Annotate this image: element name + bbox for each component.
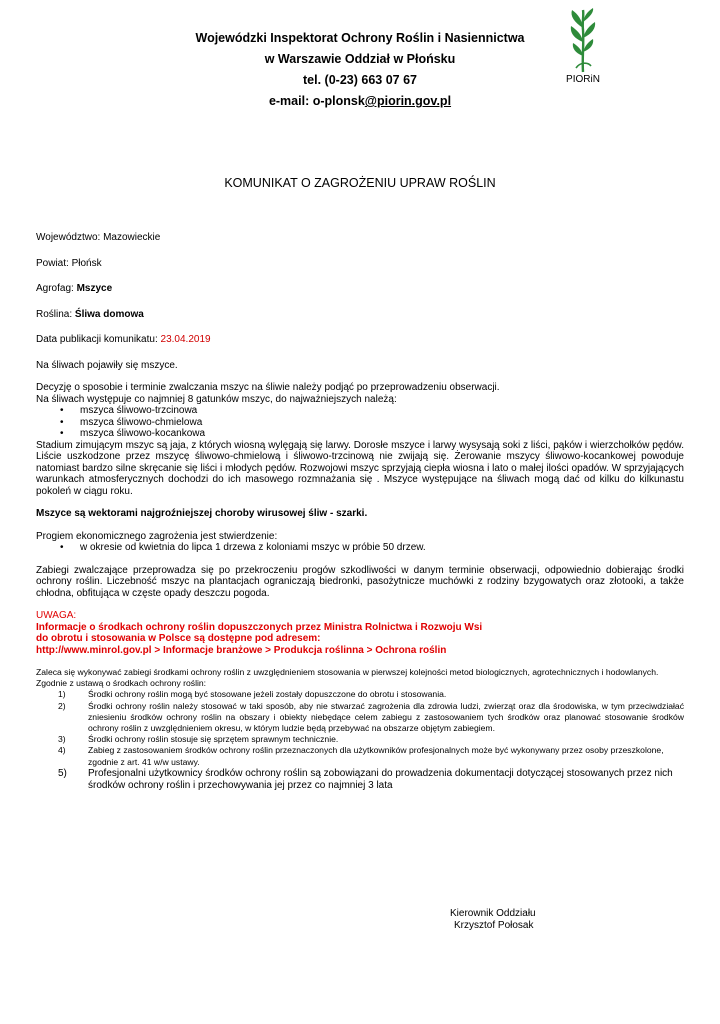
- warning-block: [36, 610, 684, 656]
- list-item: [36, 745, 684, 767]
- paragraph-intro: Na śliwach pojawiły się mszyce.: [36, 359, 178, 371]
- header-institution: Wojewódzki Inspektorat Ochrony Roślin i Nasiennictwa: [195, 31, 525, 45]
- plant-label: Roślina:: [36, 308, 75, 320]
- list-item: [36, 689, 684, 700]
- signature-role: Kierownik Oddziału: [450, 908, 536, 919]
- list-item: • mszyca śliwowo-kocankowa: [70, 428, 684, 440]
- rules-block: [36, 667, 684, 792]
- item-text: Środki ochrony roślin stosuje się sprzętem sprawnym technicznie.: [88, 734, 339, 745]
- signature-block: [450, 908, 536, 932]
- page-title: KOMUNIKAT O ZAGROŻENIU UPRAW ROŚLIN: [224, 176, 496, 190]
- rules-intro: Zaleca się wykonywać zabiegi środkami ochrony roślin z uwzględnieniem stosowania w pierwszej kolejności metod biologicznych, agrotechnicznych i hodowlanych.: [36, 667, 659, 677]
- logo-text: PIORiN: [566, 74, 600, 85]
- threshold-list: [36, 542, 684, 554]
- item-text: Środki ochrony roślin należy stosować w taki sposób, aby nie stwarzać zagrożenia dla zdrowia ludzi, zwierząt oraz dla środowiska, w tym przeciwdziałać zniesieniu środków ochrony roślin na obszary i obiekty niebędące celem zabiegu z zastosowaniem tych środków oraz planować stosowanie środków ochrony roślin z uwzględnieniem okresu, w którym ludzie będą przebywać na obszarze objętym zabiegiem.: [88, 700, 684, 734]
- paragraph-biology: Stadium zimującym mszyc są jaja, z których wiosną wylęgają się larwy. Dorosłe mszyce i larwy wysysają soki z liści, pąków i wierzchołków pędów. Liście uszkodzone przez mszycę śliwowo-chmielową i śliwowo-trzcinową nie zwijają się. Żerowanie mszycy śliwowo-kocankowej powoduje natomiast bardzo silne skręcanie się liści i młodych pędów. Rozwojowi mszyc sprzyjają ciepła wiosna i lato o małej ilości opadów. W sprzyjających warunkach atmosferycznych dochodzi do ich masowego rozmnażania się . Mszyce występujące na śliwach mogą dać od kilku do kilkunastu pokoleń w ciągu roku.: [36, 439, 684, 497]
- field-county: Powiat: Płońsk: [36, 257, 102, 269]
- header-branch: w Warszawie Oddział w Płońsku: [264, 52, 456, 66]
- paragraph-treatment: Zabiegi zwalczające przeprowadza się po przekroczeniu progów szkodliwości w danym terminie obserwacji, odpowiednio dobierając środki ochrony roślin. Liczebność mszyc na plantacjach ograniczają biedronki, pasożytnicze muchówki z rodziny bzygowatych oraz złotooki, a także chłodna, obfitująca w częste opady deszczu pogoda.: [36, 564, 684, 599]
- email-prefix: e-mail: o-plonsk: [268, 94, 365, 108]
- field-publication-date: [36, 334, 684, 346]
- item-number: 2): [58, 700, 66, 711]
- field-pest: [36, 283, 684, 295]
- item-text: Profesjonalni użytkownicy środków ochrony roślin są zobowiązani do prowadzenia dokumentacji dotyczącej stosowanych przez nich środków ochrony roślin i przechowywania jej przez co najmniej 3 lata: [88, 767, 673, 791]
- rules-law: Zgodnie z ustawą o środkach ochrony roślin:: [36, 678, 207, 689]
- warning-line-2: do obrotu i stosowania w Polsce są dostępne pod adresem:: [36, 633, 321, 644]
- plant-leaf-logo-icon: [558, 8, 608, 74]
- list-item: [36, 734, 684, 745]
- paragraph-threshold-intro: Progiem ekonomicznego zagrożenia jest stwierdzenie:: [36, 530, 278, 542]
- header-phone: tel. (0-23) 663 07 67: [303, 73, 417, 87]
- list-item: [36, 701, 684, 735]
- pest-label: Agrofag:: [36, 283, 77, 294]
- rules-list: [36, 689, 684, 791]
- pest-value: Mszyce: [76, 283, 113, 294]
- item-number: 1): [58, 689, 66, 700]
- warning-line-1: Informacje o środkach ochrony roślin dopuszczonych przez Ministra Rolnictwa i Rozwoju Wsi: [36, 621, 483, 633]
- email-domain: @piorin.gov.pl: [364, 94, 452, 108]
- warning-label: UWAGA:: [36, 610, 77, 621]
- date-value: 23.04.2019: [160, 334, 211, 345]
- warning-link[interactable]: http://www.minrol.gov.pl > Informacje branżowe > Produkcja roślinna > Ochrona roślin: [36, 644, 447, 656]
- signature-name: Krzysztof Połosak: [454, 920, 534, 931]
- item-number: 4): [58, 745, 66, 756]
- list-item: [36, 768, 684, 792]
- field-voivodeship: Województwo: Mazowieckie: [36, 232, 161, 243]
- plant-value: Śliwa domowa: [74, 308, 144, 320]
- paragraph-decision: Decyzję o sposobie i terminie zwalczania mszyc na śliwie należy podjąć po przeprowadzeniu obserwacji.: [36, 382, 500, 393]
- item-number: 5): [58, 767, 67, 779]
- item-text: Zabieg z zastosowaniem środków ochrony roślin przeznaczonych dla użytkowników profesjonalnych może być wykonywany przez osoby przeszkolone, zgodnie z art. 41 w/w ustawy.: [88, 745, 664, 767]
- list-item: • mszyca śliwowo-trzcinowa: [70, 405, 684, 417]
- item-number: 3): [58, 734, 66, 745]
- field-plant: [36, 309, 684, 321]
- date-label: Data publikacji komunikatu:: [36, 334, 161, 345]
- piorin-logo: [558, 8, 608, 92]
- document-header: [150, 28, 570, 112]
- paragraph-vector: Mszyce są wektorami najgroźniejszej choroby wirusowej śliw - szarki.: [36, 508, 368, 519]
- item-text: Środki ochrony roślin mogą być stosowane jeżeli zostały dopuszczone do obrotu i stosowania.: [88, 689, 447, 700]
- paragraph-species-intro: Na śliwach występuje co najmniej 8 gatunków mszyc, do najważniejszych należą:: [36, 393, 397, 405]
- header-email[interactable]: [150, 91, 570, 112]
- list-item: • mszyca śliwowo-chmielowa: [70, 417, 684, 429]
- list-item: • w okresie od kwietnia do lipca 1 drzewa z koloniami mszyc w próbie 50 drzew.: [70, 542, 684, 554]
- species-list: [36, 405, 684, 440]
- document-body: [36, 232, 684, 792]
